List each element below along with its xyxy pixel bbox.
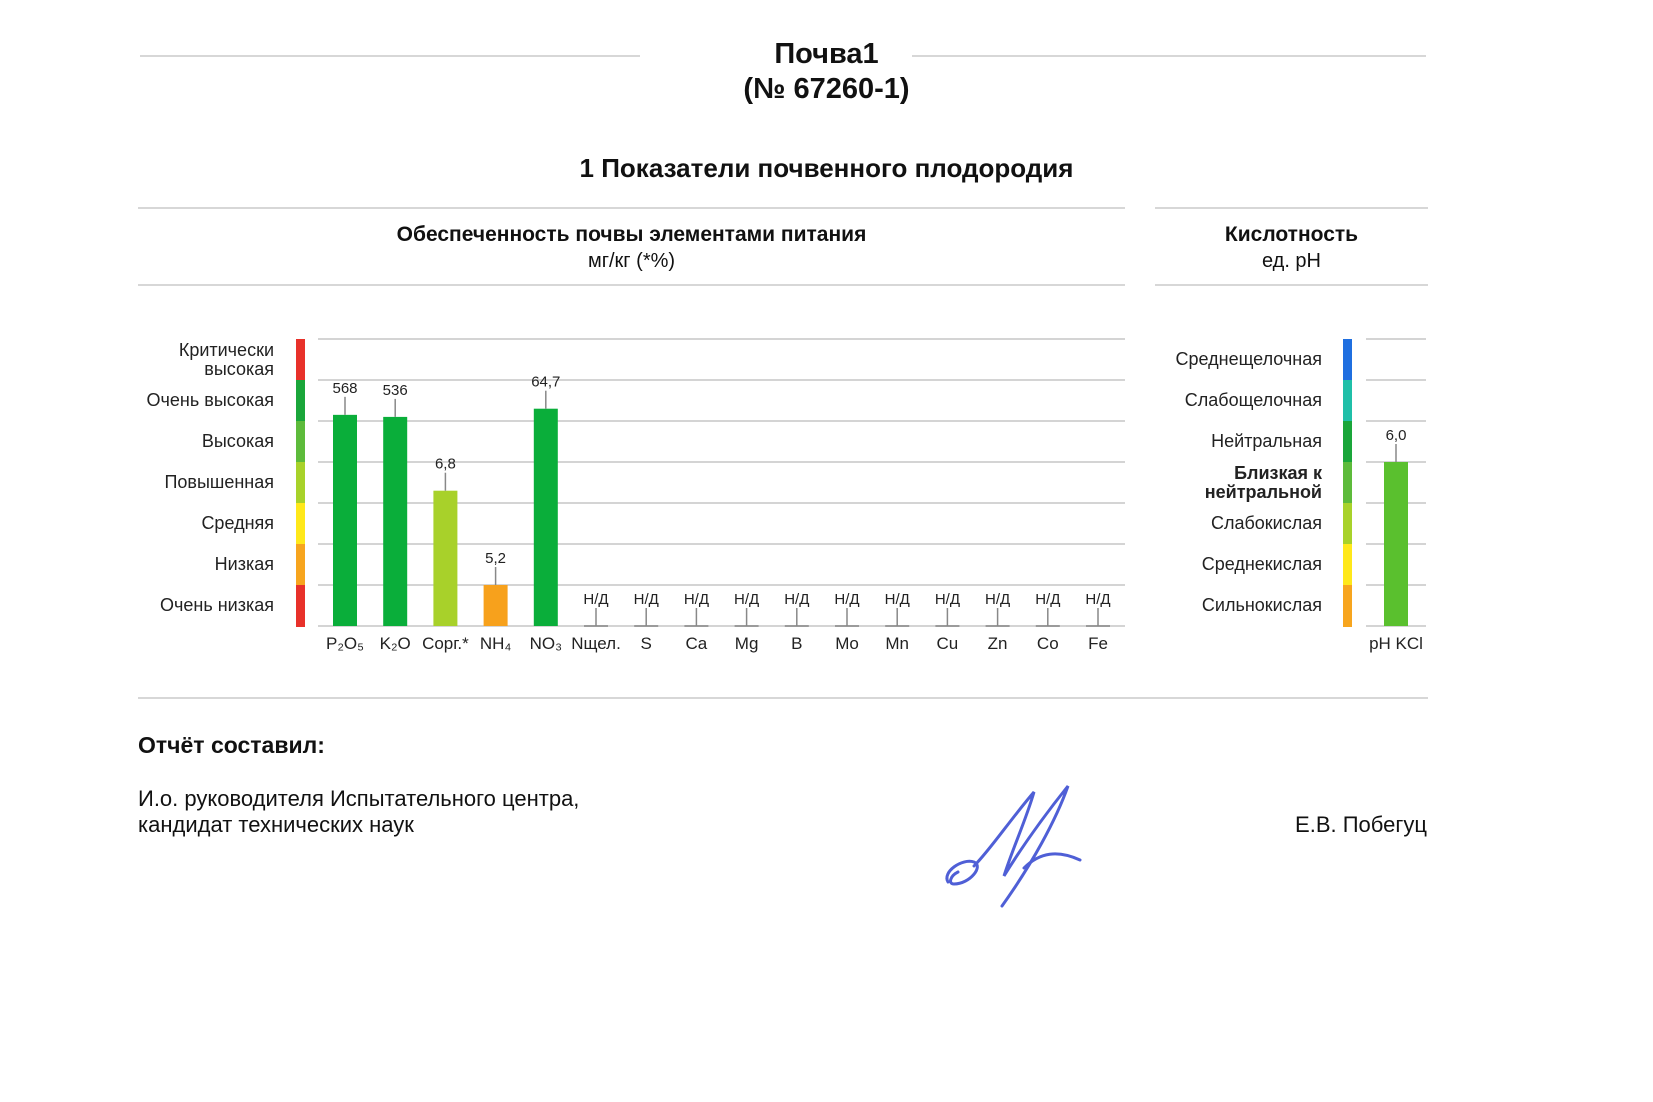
nutrient-value-label: Н/Д bbox=[734, 591, 760, 608]
nutrient-category-label: Co bbox=[1036, 634, 1059, 653]
acidity-panel-title: Кислотность bbox=[1224, 223, 1359, 246]
nutrient-value-label: Н/Д bbox=[1085, 591, 1111, 608]
nutrient-value-label: Н/Д bbox=[1035, 591, 1061, 608]
nutrient-value-label: 5,2 bbox=[485, 550, 507, 567]
acidity-level-label-1: Слабощелочная bbox=[1184, 390, 1322, 410]
nutrient-category-label: Nщел. bbox=[571, 634, 621, 653]
nutrient-level-label-0: Критически высокая bbox=[178, 339, 274, 379]
nutrient-category-label: NH₄ bbox=[479, 634, 512, 653]
acidity-bar bbox=[1384, 462, 1408, 626]
acidity-level-label-2: Нейтральная bbox=[1211, 431, 1322, 451]
nutrient-category-label: Zn bbox=[987, 634, 1008, 653]
nutrient-category-label: Cорг.* bbox=[422, 634, 469, 653]
nutrient-category-label: Mo bbox=[835, 634, 859, 653]
acidity-level-label-0: Среднещелочная bbox=[1175, 349, 1322, 369]
signer-position-line1: И.о. руководителя Испытательного центра, bbox=[138, 786, 580, 811]
nutrient-category-label: K₂O bbox=[379, 634, 411, 653]
chart-bottom-rule bbox=[138, 697, 1428, 699]
acidity-panel-unit: ед. pH bbox=[1261, 250, 1322, 272]
nutrient-value-label: Н/Д bbox=[683, 591, 709, 608]
nutrient-category-label: P₂O₅ bbox=[325, 634, 365, 653]
nutrient-value-label: Н/Д bbox=[934, 591, 960, 608]
nutrients-panel-unit: мг/кг (*%) bbox=[587, 250, 676, 272]
nutrient-value-label: Н/Д bbox=[985, 591, 1011, 608]
nutrient-value-label: 536 bbox=[382, 381, 408, 399]
signer-name: Е.В. Побегуц bbox=[1295, 812, 1427, 837]
nutrient-category-label: Cu bbox=[936, 634, 959, 653]
nutrient-category-label: Fe bbox=[1088, 634, 1108, 653]
nutrient-category-label: Ca bbox=[685, 634, 708, 653]
nutrient-value-label: Н/Д bbox=[583, 591, 609, 608]
acidity-level-label-5: Среднекислая bbox=[1201, 554, 1322, 574]
nutrient-value-label: Н/Д bbox=[633, 591, 659, 608]
nutrient-category-label: B bbox=[791, 634, 803, 653]
acidity-category-label: pH KCl bbox=[1369, 634, 1423, 653]
nutrient-value-label: Н/Д bbox=[784, 591, 810, 608]
sample-number: (№ 67260-1) bbox=[743, 73, 910, 105]
acidity-level-label-3: Близкая к нейтральной bbox=[1204, 462, 1322, 502]
handwritten-signature bbox=[940, 780, 1090, 915]
footer-heading: Отчёт составил: bbox=[138, 732, 325, 758]
nutrient-category-label: S bbox=[640, 634, 652, 653]
nutrient-value-label: Н/Д bbox=[834, 591, 860, 608]
acidity-value-label: 6,0 bbox=[1385, 427, 1407, 444]
nutrient-level-label-1: Очень высокая bbox=[146, 390, 274, 410]
nutrient-value-label: Н/Д bbox=[884, 591, 910, 608]
nutrient-level-label-4: Средняя bbox=[201, 513, 274, 533]
nutrient-level-label-5: Низкая bbox=[214, 554, 274, 574]
signer-position-line2: кандидат технических наук bbox=[138, 812, 414, 837]
nutrient-level-label-3: Повышенная bbox=[164, 472, 274, 492]
nutrient-category-label: Mg bbox=[734, 634, 759, 653]
nutrient-level-label-2: Высокая bbox=[201, 431, 274, 451]
acidity-level-label-4: Слабокислая bbox=[1210, 513, 1322, 533]
nutrient-category-label: Mn bbox=[885, 634, 910, 653]
nutrient-category-label: NO₃ bbox=[529, 634, 563, 653]
sample-name: Почва1 bbox=[774, 38, 879, 70]
nutrients-panel-title: Обеспеченность почвы элементами питания bbox=[396, 223, 867, 246]
nutrient-level-label-6: Очень низкая bbox=[160, 595, 274, 615]
nutrient-value-label: 6,8 bbox=[434, 455, 456, 473]
nutrient-value-label: 568 bbox=[332, 379, 358, 397]
acidity-level-label-6: Сильнокислая bbox=[1201, 595, 1322, 615]
section-title: 1 Показатели почвенного плодородия bbox=[579, 153, 1074, 183]
nutrient-value-label: 64,7 bbox=[531, 373, 561, 391]
